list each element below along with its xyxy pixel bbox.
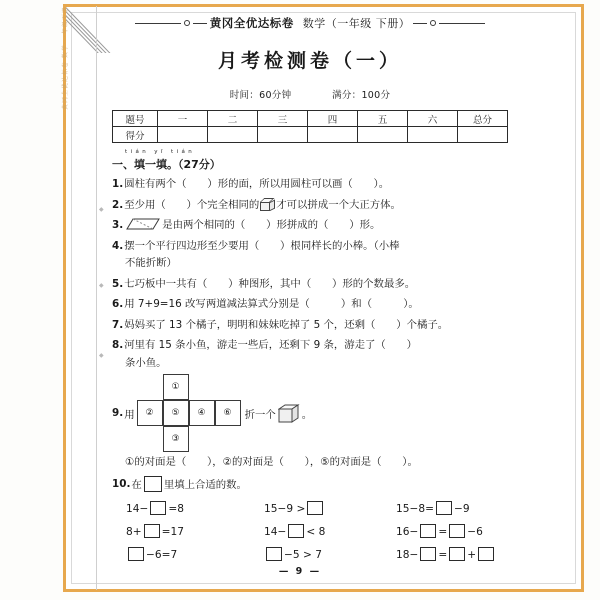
net-cell-bottom: ③ [163, 426, 189, 452]
question-4-continuation: 不能折断） [125, 257, 177, 269]
answer-box-icon[interactable] [420, 524, 436, 538]
exam-time: 时间：60分钟 [229, 90, 292, 101]
equation-part: < 8 [306, 525, 326, 538]
subject-title: 数学（一年级 下册） [302, 17, 411, 30]
equation-part: = [438, 525, 448, 538]
answer-box-icon[interactable] [144, 524, 160, 538]
question-text: 妈妈买了 13 个橘子，明明和妹妹吃掉了 5 个，还剩（ ）个橘子。 [124, 318, 449, 331]
answer-box-icon[interactable] [307, 501, 323, 515]
equation-part: 8+ [126, 525, 142, 538]
table-row [113, 127, 508, 143]
cube-icon [278, 404, 300, 423]
answer-box-icon[interactable] [449, 524, 465, 538]
question-text: 摆一个平行四边形至少要用（ ）根同样长的小棒。（小棒 [124, 239, 400, 252]
question-9-opposite-faces: ①的对面是（ ），②的对面是（ ），⑤的对面是（ ）。 [125, 456, 418, 468]
exam-meta [112, 87, 508, 101]
margin-mark: ◆ [99, 282, 104, 289]
question-4 [112, 238, 508, 256]
question-number: 3. [112, 219, 124, 231]
score-col-5: 五 [358, 111, 408, 127]
banner-dot-right [430, 20, 436, 26]
score-table [112, 110, 508, 143]
score-cell-4[interactable] [308, 127, 358, 143]
question-6 [112, 296, 508, 314]
score-col-1: 一 [158, 111, 208, 127]
equation-9 [396, 547, 508, 561]
equation-1 [126, 501, 264, 515]
banner-dot-left [184, 20, 190, 26]
score-cell-3[interactable] [258, 127, 308, 143]
answer-box-icon[interactable] [128, 547, 144, 561]
question-number: 5. [112, 277, 124, 290]
equation-2 [264, 501, 396, 515]
equation-part: 14− [264, 525, 287, 538]
question-number: 6. [112, 298, 124, 310]
question-number: 9. [112, 407, 124, 419]
question-5 [112, 276, 508, 294]
score-cell-5[interactable] [358, 127, 408, 143]
equation-part: + [467, 548, 477, 561]
exam-total-score: 满分：100分 [332, 90, 391, 101]
parallelogram-icon [126, 218, 160, 230]
question-8-continuation: 条小鱼。 [125, 356, 167, 369]
equation-7 [126, 547, 264, 561]
question-number: 10. [112, 478, 131, 490]
score-cell-2[interactable] [208, 127, 258, 143]
score-col-3: 三 [258, 111, 308, 127]
question-1 [112, 176, 508, 194]
cuboid-icon [260, 198, 275, 211]
question-7 [112, 317, 508, 335]
score-table-row-label: 题号 [113, 111, 158, 127]
question-number: 7. [112, 318, 124, 331]
net-cell-row-2: ⑤ [163, 400, 189, 426]
answer-box-icon[interactable] [420, 547, 436, 561]
equation-part: 16− [396, 525, 419, 538]
answer-box-icon[interactable] [150, 501, 166, 515]
question-text-post: 是由两个相同的（ ）形拼成的（ ）形。 [162, 219, 381, 231]
page-number: — 9 — [278, 566, 322, 577]
question-3 [112, 217, 508, 235]
banner-tail-left [193, 23, 207, 24]
equation-4 [126, 524, 264, 538]
question-text: 七巧板中一共有（ ）种图形，其中（ ）形的个数最多。 [124, 277, 416, 290]
equation-part: −6=7 [146, 548, 178, 561]
question-text [124, 197, 508, 215]
cube-net-diagram [137, 374, 241, 452]
question-2 [112, 197, 508, 215]
equation-6 [396, 524, 508, 538]
answer-box-icon[interactable] [478, 547, 494, 561]
question-number: 4. [112, 239, 124, 252]
section-pinyin: tián yī tián [125, 149, 196, 155]
banner-rule-right [439, 23, 485, 24]
question-text-post: 里填上合适的数。 [163, 479, 247, 491]
score-cell-1[interactable] [158, 127, 208, 143]
net-cell-row-1: ② [137, 400, 163, 426]
question-number: 2. [112, 198, 124, 211]
question-text-post: 。 [301, 408, 313, 421]
question-8 [112, 337, 508, 355]
question-9 [112, 374, 508, 452]
page-content [112, 14, 508, 561]
score-cell-total[interactable] [458, 127, 508, 143]
question-text-mid: 折一个 [244, 408, 276, 421]
equation-part: = [438, 548, 448, 561]
banner-rule-left [135, 23, 181, 24]
margin-mark: ◆ [99, 206, 104, 213]
equation-8 [264, 547, 396, 561]
margin-mark: ◆ [99, 352, 104, 359]
net-cell-row-3: ④ [189, 400, 215, 426]
section-heading: 一、填一填。（27分） [112, 158, 221, 171]
page-title: 月考检测卷（一） [217, 50, 402, 72]
equation-part: 18− [396, 548, 419, 561]
score-col-6: 六 [408, 111, 458, 127]
question-text-pre: 用 [124, 408, 135, 421]
score-col-4: 四 [308, 111, 358, 127]
equation-5 [264, 524, 396, 538]
answer-box-icon[interactable] [288, 524, 304, 538]
question-text [131, 476, 508, 495]
equation-part: =17 [161, 525, 184, 538]
question-text-pre: 至少用（ ）个完全相同的 [124, 198, 260, 211]
question-text-pre: 在 [131, 479, 142, 491]
table-row [113, 111, 508, 127]
brand-title: 黄冈全优达标卷 [209, 16, 294, 30]
question-number: 8. [112, 339, 124, 351]
question-text [124, 217, 508, 235]
score-col-2: 二 [208, 111, 258, 127]
answer-box-icon[interactable] [436, 501, 452, 515]
header-banner [112, 14, 508, 32]
equation-3 [396, 501, 508, 515]
equation-part: 14− [126, 502, 149, 515]
score-table-row-label: 得分 [113, 127, 158, 143]
banner-tail-right [413, 23, 427, 24]
question-number: 1. [112, 178, 124, 190]
equation-part: =8 [168, 502, 184, 515]
equation-part: −9 [453, 502, 470, 515]
section-heading-wrap [112, 149, 508, 173]
score-cell-6[interactable] [408, 127, 458, 143]
equation-grid [126, 501, 508, 561]
equation-part: 15−9 > [264, 502, 306, 515]
answer-box-icon[interactable] [144, 476, 162, 492]
question-text-post: 才可以拼成一个大正方体。 [276, 198, 401, 211]
answer-box-icon[interactable] [266, 547, 282, 561]
score-col-total: 总分 [458, 111, 508, 127]
equation-part: 15−8= [396, 502, 434, 515]
question-text: 河里有 15 条小鱼，游走一些后，还剩下 9 条，游走了（ ） [124, 339, 417, 351]
equation-part: −6 [467, 525, 483, 538]
net-cell-top: ① [163, 374, 189, 400]
margin-note: 黄冈全优达标卷·数学·一年级下册 [62, 6, 69, 110]
net-cell-row-4: ⑥ [215, 400, 241, 426]
question-10 [112, 476, 508, 495]
answer-box-icon[interactable] [449, 547, 465, 561]
question-text: 用 7+9=16 改写两道减法算式分别是（ ）和（ ）。 [124, 298, 419, 310]
equation-part: −5 > 7 [284, 548, 322, 561]
binding-margin-rule [96, 6, 97, 590]
question-text: 圆柱有两个（ ）形的面，所以用圆柱可以画（ ）。 [124, 178, 390, 190]
